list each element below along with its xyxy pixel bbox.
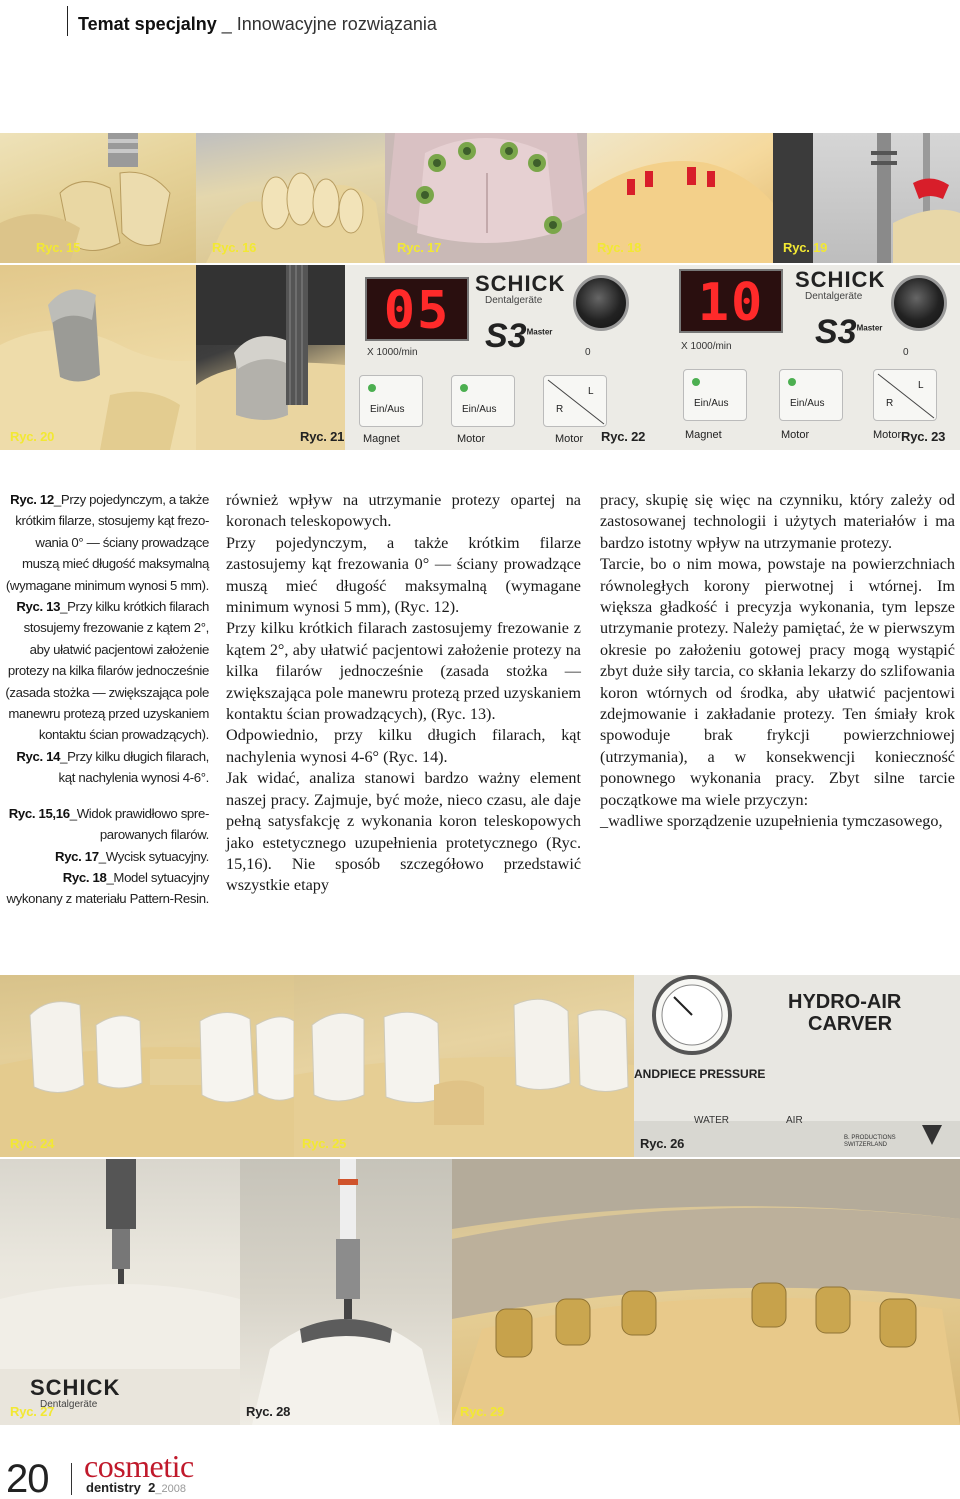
caption-12 xyxy=(4,489,209,596)
photo-ryc-19 xyxy=(773,133,960,263)
motor-label-3: Motor xyxy=(781,429,810,441)
caption-13-text: _Przy kilku krótkich filarach stosujemy frezowanie z kątem 2°, aby ułatwić pacjentowi założenie protezy na kilka filarów jednocześnie (zasada stożka — zwiększająca pole manewru protezą przed uzyskaniem kontaktu ścian prowadzących). xyxy=(5,599,209,743)
body-column-2 xyxy=(600,490,955,833)
caption-ryc-23: Ryc. 23 xyxy=(901,429,946,444)
motor-button-2-label: Ein/Aus xyxy=(790,398,825,409)
caption-ryc-15: Ryc. 15 xyxy=(36,240,81,255)
photo-ryc-20 xyxy=(0,265,196,450)
caption-15-16-text: _Widok prawidłowo spre-parowanych filarów. xyxy=(69,805,209,843)
device-zero: 0 xyxy=(585,347,591,358)
device-model-sup: Master xyxy=(526,327,553,337)
motor-led-2-icon xyxy=(788,378,796,386)
device-zero-2: 0 xyxy=(903,347,909,358)
caption-13 xyxy=(4,596,209,746)
ryc15-image xyxy=(0,133,196,263)
caption-14-text: _Przy kilku długich filarach, kąt nachylenia wynosi 4-6°. xyxy=(58,748,209,786)
photo-ryc-17 xyxy=(385,133,587,263)
ryc24-image xyxy=(0,975,294,1157)
caption-12-ref: Ryc. 12 xyxy=(10,492,54,507)
hydro-small-label: B. PRODUCTIONS SWITZERLAND xyxy=(844,1135,896,1148)
photo-ryc-25 xyxy=(294,975,634,1157)
caption-ryc-26: Ryc. 26 xyxy=(640,1136,685,1151)
magazine-subtitle: dentistry xyxy=(86,1480,141,1495)
section-title: Temat specjalny xyxy=(78,14,217,34)
direction-r-label: R xyxy=(556,404,564,415)
magazine-logo: cosmetic xyxy=(84,1448,194,1484)
direction-diagonal-icon xyxy=(544,376,608,428)
magnet-led-icon xyxy=(368,384,376,392)
caption-13-ref: Ryc. 13 xyxy=(16,599,61,615)
col1-paragraph-1: również wpływ na utrzymanie protezy opartej na koronach teleskopowych. xyxy=(226,491,581,531)
col1-paragraph-2: Przy pojedynczym, a także krótkim filarze zastosujemy kąt frezowania 0° — ściany prowadzące muszą mieć długość maksymalną (wymagane minimum wynosi 5 mm), (Ryc. 12). xyxy=(226,533,581,617)
device-brand: SCHICK xyxy=(475,271,566,296)
col1-paragraph-4: Odpowiednio, przy kilku długich filarach, kąt nachylenia wynosi 4-6° (Ryc. 14). xyxy=(226,726,581,766)
caption-ryc-28: Ryc. 28 xyxy=(246,1404,291,1419)
direction-button[interactable] xyxy=(543,375,607,427)
magnet-button-2[interactable] xyxy=(683,369,747,421)
caption-17-ref: Ryc. 17 xyxy=(55,848,99,864)
direction-diagonal-2-icon xyxy=(874,370,938,422)
caption-ryc-18: Ryc. 18 xyxy=(597,240,642,255)
issue-number: 2 xyxy=(148,1480,156,1495)
speed-knob-2[interactable] xyxy=(891,275,947,331)
device-model-2 xyxy=(815,313,882,352)
caption-ryc-20: Ryc. 20 xyxy=(10,429,55,444)
schick-logo-27-sub: Dentalgeräte xyxy=(40,1399,98,1410)
device-unit: X 1000/min xyxy=(367,347,418,358)
photo-ryc-24 xyxy=(0,975,294,1157)
device-brand-2: SCHICK xyxy=(795,267,886,292)
magnet-button-label: Ein/Aus xyxy=(370,404,405,415)
photo-ryc-22 xyxy=(345,265,645,450)
body-column-1 xyxy=(226,490,581,897)
motor-button[interactable] xyxy=(451,375,515,427)
hydro-air-line-2: CARVER xyxy=(808,1013,893,1035)
caption-ryc-17: Ryc. 17 xyxy=(397,240,442,255)
motor-label-2: Motor xyxy=(555,433,584,445)
caption-gap xyxy=(4,789,209,803)
photo-ryc-29 xyxy=(452,1159,960,1425)
photo-ryc-16 xyxy=(196,133,385,263)
photo-ryc-15 xyxy=(0,133,196,263)
caption-ryc-21: Ryc. 21 xyxy=(300,429,345,444)
col2-paragraph-1: pracy, skupię się więc na czynniku, który zależy od zastosowanej technologii i użytych materiałów i ma bardzo istotny wpływ na utrzymanie protezy. xyxy=(600,491,955,552)
hydro-air-label: AIR xyxy=(786,1115,803,1126)
ryc20-image xyxy=(0,265,196,450)
device-model-label: S3 xyxy=(485,317,527,355)
issue-year: _2008 xyxy=(155,1483,186,1495)
caption-ryc-29: Ryc. 29 xyxy=(460,1404,505,1419)
footer-rule xyxy=(71,1463,72,1495)
device-unit-2: X 1000/min xyxy=(681,341,732,352)
caption-ryc-22: Ryc. 22 xyxy=(601,429,645,444)
ryc21-image xyxy=(196,265,345,450)
magazine-issue xyxy=(86,1480,186,1495)
direction-button-2[interactable] xyxy=(873,369,937,421)
col1-paragraph-5: Jak widać, analiza stanowi bardzo ważny element naszej pracy. Zajmuje, być może, nieco czasu, ale daje pełną satysfakcję z wykonania koron teleskopowych jako estetycznego uzupełnienia protetycznego (Ryc. 15,16). Nie sposób szczegółowo przedstawić wszystkie etapy xyxy=(226,769,581,895)
photo-ryc-18 xyxy=(587,133,773,263)
device-brand-sub-2: Dentalgeräte xyxy=(805,291,863,302)
caption-ryc-16: Ryc. 16 xyxy=(212,240,257,255)
section-header xyxy=(78,14,437,35)
col1-paragraph-3: Przy kilku krótkich filarach zastosujemy frezowanie z kątem 2°, aby ułatwić pacjentowi założenie protezy na kilka filarów jednocześnie (zasada stożka — zwiększająca pole manewru protezą przed uzyskaniem kontaktu ścian prowadzących), (Ryc. 13). xyxy=(226,619,581,724)
col2-paragraph-3: _wadliwe sporządzenie uzupełnienia tymczasowego, xyxy=(600,812,943,831)
page-number: 20 xyxy=(6,1457,49,1499)
caption-14 xyxy=(4,746,209,789)
magnet-button-2-label: Ein/Aus xyxy=(694,398,729,409)
photo-ryc-27 xyxy=(0,1159,240,1425)
motor-led-icon xyxy=(460,384,468,392)
caption-12-text: _Przy pojedynczym, a także krótkim filarze, stosujemy kąt frezo-wania 0° — ściany prowadzące muszą mieć długość maksymalną (wymagane minimum wynosi 5 mm). xyxy=(5,492,209,593)
device-model xyxy=(485,317,552,356)
hydro-water-label: WATER xyxy=(694,1115,729,1126)
magnet-label-2: Magnet xyxy=(685,429,722,441)
ryc28-image xyxy=(240,1159,452,1425)
caption-18 xyxy=(4,867,209,910)
caption-15-16 xyxy=(4,803,209,846)
device-model-2-sup: Master xyxy=(856,323,883,333)
photo-ryc-26 xyxy=(634,975,960,1157)
col2-paragraph-2: Tarcie, bo o nim mowa, powstaje na powierzchniach równoległych korony pierwotnej i wtórnej. Im większa gładkość i precyzja wykonania, tym lepsze utrzymanie protezy. Należy pamiętać, że w pierwszym okresie po założeniu gotowej pracy mogą wystąpić zbyt duże siły tarcia, co skłania lekarzy do szlifowania koron wtórnych od środka, aby ułatwić pacjentowi zdejmowanie i zakładanie protezy. Ten śmiały krok spowoduje brak frykcji powierzchniowej (utrzymania), a w konsekwencji konieczność ponownego wykonania pracy. Zbyt silne tarcie początkowe ma wiele przyczyn: xyxy=(600,555,955,809)
speed-display-value: 05 xyxy=(383,281,451,341)
motor-label-4: Motor xyxy=(873,429,902,441)
photo-ryc-28 xyxy=(240,1159,452,1425)
photo-ryc-23 xyxy=(645,265,960,450)
motor-button-label: Ein/Aus xyxy=(462,404,497,415)
caption-17-text: _Wycisk sytuacyjny. xyxy=(98,848,209,864)
caption-17 xyxy=(4,846,209,867)
speed-knob[interactable] xyxy=(573,275,629,331)
photo-ryc-21 xyxy=(196,265,345,450)
caption-14-ref: Ryc. 14 xyxy=(16,748,61,764)
caption-18-ref: Ryc. 18 xyxy=(62,869,107,885)
header-rule xyxy=(67,6,68,36)
section-subtitle: _ Innowacyjne rozwiązania xyxy=(216,14,437,34)
ryc29-image xyxy=(452,1159,960,1425)
direction-l-label: L xyxy=(588,386,594,397)
figure-captions xyxy=(4,489,209,910)
caption-ryc-24: Ryc. 24 xyxy=(10,1136,55,1151)
caption-ryc-25: Ryc. 25 xyxy=(302,1136,347,1151)
speed-display-2 xyxy=(679,269,783,333)
ryc25-image xyxy=(294,975,634,1157)
hydro-pressure-label: ANDPIECE PRESSURE xyxy=(634,1067,766,1081)
schick-logo-27: SCHICK xyxy=(30,1375,121,1400)
caption-ryc-19: Ryc. 19 xyxy=(783,240,828,255)
magnet-led-2-icon xyxy=(692,378,700,386)
speed-display-2-value: 10 xyxy=(697,273,765,333)
motor-label: Motor xyxy=(457,433,486,445)
direction-r-label-2: R xyxy=(886,398,894,409)
device-model-2-label: S3 xyxy=(815,313,857,351)
device-brand-sub: Dentalgeräte xyxy=(485,295,543,306)
motor-button-2[interactable] xyxy=(779,369,843,421)
hydro-air-title xyxy=(788,991,901,1035)
caption-18-text: _Model sytuacyjny wykonany z materiału Pattern-Resin. xyxy=(6,869,209,907)
direction-l-label-2: L xyxy=(918,380,924,391)
caption-15-16-ref: Ryc. 15,16 xyxy=(8,805,70,821)
caption-ryc-27: Ryc. 27 xyxy=(10,1404,55,1419)
magnet-label: Magnet xyxy=(363,433,400,445)
speed-display xyxy=(365,277,469,341)
magnet-button[interactable] xyxy=(359,375,423,427)
hydro-air-line-1: HYDRO-AIR xyxy=(788,991,902,1013)
